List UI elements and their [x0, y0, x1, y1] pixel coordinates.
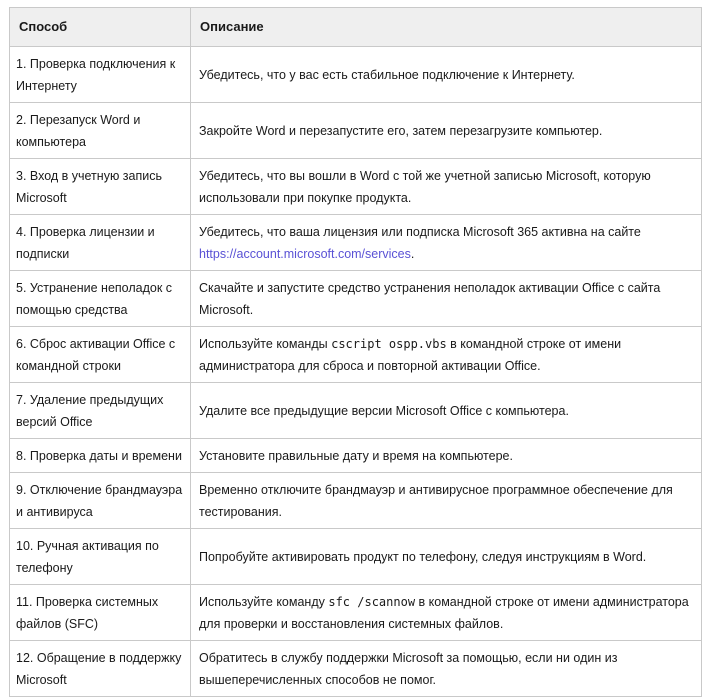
description-cell: Обратитесь в службу поддержки Microsoft за помощью, если ни один из вышеперечисленных способов не помог.	[191, 641, 702, 697]
method-cell: 10. Ручная активация по телефону	[10, 529, 191, 585]
method-cell: 6. Сброс активации Office с командной строки	[10, 327, 191, 383]
method-cell: 7. Удаление предыдущих версий Office	[10, 383, 191, 439]
description-text-end: в командной строке от имени администратора для сброса и повторной активации Office.	[199, 336, 622, 373]
table-row	[10, 215, 702, 271]
method-cell: 3. Вход в учетную запись Microsoft	[10, 159, 191, 215]
description-cell: Удалите все предыдущие версии Microsoft Office с компьютера.	[191, 383, 702, 439]
description-cell: Убедитесь, что вы вошли в Word с той же учетной записью Microsoft, которую использовали при покупке продукта.	[191, 159, 702, 215]
table-row	[10, 383, 702, 439]
method-cell: 8. Проверка даты и времени	[10, 439, 191, 473]
table-row	[10, 47, 702, 103]
table-row	[10, 103, 702, 159]
methods-table-container	[9, 7, 701, 697]
description-text-end: в командной строке от имени администратора для проверки и восстановления системных файлов.	[199, 594, 689, 631]
table-row	[10, 641, 702, 697]
method-cell: 4. Проверка лицензии и подписки	[10, 215, 191, 271]
method-cell: 5. Устранение неполадок с помощью средства	[10, 271, 191, 327]
description-text-end: .	[410, 246, 415, 261]
command-code: cscript ospp.vbs	[331, 336, 447, 351]
description-cell: Установите правильные дату и время на компьютере.	[191, 439, 702, 473]
method-cell: 2. Перезапуск Word и компьютера	[10, 103, 191, 159]
description-text: Используйте команду	[199, 594, 329, 609]
description-cell: Попробуйте активировать продукт по телефону, следуя инструкциям в Word.	[191, 529, 702, 585]
header-description: Описание	[191, 8, 702, 47]
table-row	[10, 327, 702, 383]
table-row	[10, 529, 702, 585]
table-row	[10, 271, 702, 327]
table-row	[10, 473, 702, 529]
account-services-link[interactable]: https://account.microsoft.com/services	[199, 246, 411, 261]
command-code: sfc /scannow	[328, 594, 416, 609]
method-cell: 11. Проверка системных файлов (SFC)	[10, 585, 191, 641]
table-row	[10, 439, 702, 473]
description-cell	[191, 215, 702, 271]
description-cell	[191, 327, 702, 383]
table-header-row	[10, 8, 702, 47]
method-cell: 9. Отключение брандмауэра и антивируса	[10, 473, 191, 529]
description-cell	[191, 585, 702, 641]
description-text: Используйте команды	[199, 336, 332, 351]
table-row	[10, 159, 702, 215]
description-cell: Убедитесь, что у вас есть стабильное подключение к Интернету.	[191, 47, 702, 103]
method-cell: 1. Проверка подключения к Интернету	[10, 47, 191, 103]
description-cell: Закройте Word и перезапустите его, затем перезагрузите компьютер.	[191, 103, 702, 159]
method-cell: 12. Обращение в поддержку Microsoft	[10, 641, 191, 697]
description-cell: Скачайте и запустите средство устранения неполадок активации Office с сайта Microsoft.	[191, 271, 702, 327]
description-text: Убедитесь, что ваша лицензия или подписка Microsoft 365 активна на сайте	[199, 224, 641, 239]
methods-table	[9, 7, 702, 697]
table-row	[10, 585, 702, 641]
header-method: Способ	[10, 8, 191, 47]
description-cell: Временно отключите брандмауэр и антивирусное программное обеспечение для тестирования.	[191, 473, 702, 529]
